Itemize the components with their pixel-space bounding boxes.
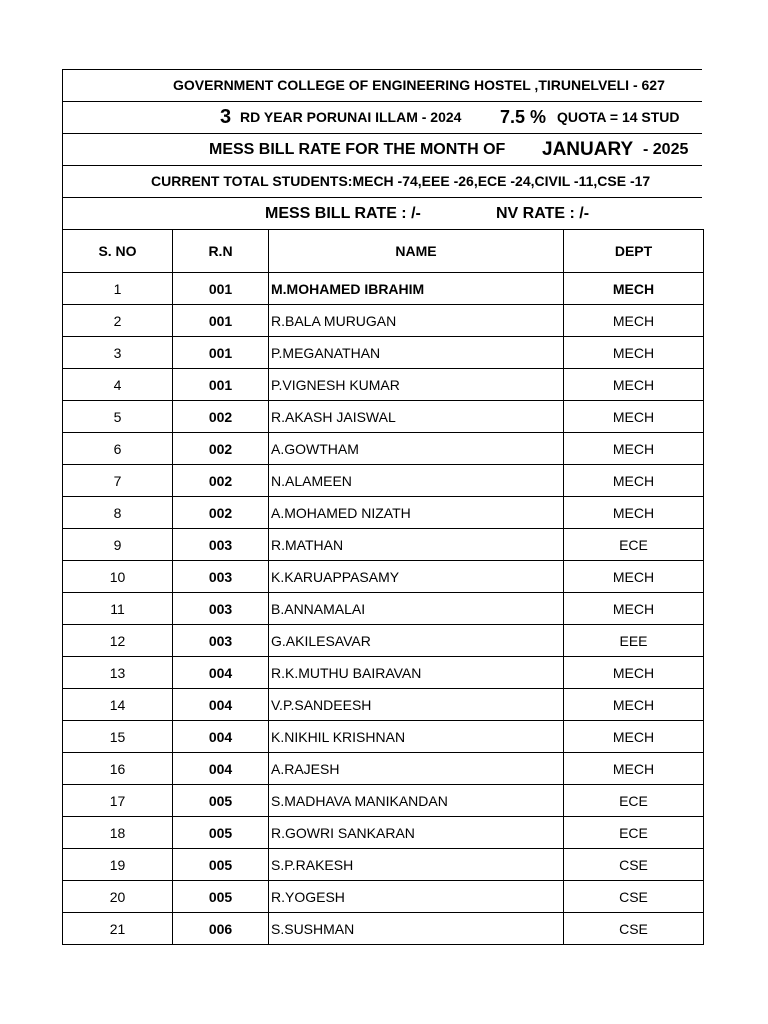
table-row [63, 273, 704, 305]
name-cell: N.ALAMEEN [269, 465, 564, 497]
sno-cell: 12 [63, 625, 173, 657]
table-row [63, 817, 704, 849]
name-cell: K.KARUAPPASAMY [269, 561, 564, 593]
name-cell: S.SUSHMAN [269, 913, 564, 945]
sno-cell: 7 [63, 465, 173, 497]
mess-bill-rate: MESS BILL RATE : /- [265, 205, 421, 222]
col-header-name: NAME [269, 230, 564, 273]
name-cell: R.BALA MURUGAN [269, 305, 564, 337]
table-row [63, 881, 704, 913]
table-row [63, 913, 704, 945]
sno-cell: 9 [63, 529, 173, 561]
dept-cell: MECH [564, 433, 704, 465]
name-cell: P.VIGNESH KUMAR [269, 369, 564, 401]
dept-cell: CSE [564, 913, 704, 945]
rn-cell: 005 [173, 881, 269, 913]
nv-rate: NV RATE : /- [496, 205, 590, 222]
table-row [63, 849, 704, 881]
table-row [63, 305, 704, 337]
college-title-row [62, 69, 702, 101]
mess-month: JANUARY [542, 139, 634, 160]
name-cell: R.K.MUTHU BAIRAVAN [269, 657, 564, 689]
name-cell: R.MATHAN [269, 529, 564, 561]
table-row [63, 657, 704, 689]
name-cell: S.P.RAKESH [269, 849, 564, 881]
sno-cell: 4 [63, 369, 173, 401]
rn-cell: 002 [173, 465, 269, 497]
table-row [63, 497, 704, 529]
sno-cell: 15 [63, 721, 173, 753]
dept-cell: MECH [564, 689, 704, 721]
name-cell: P.MEGANATHAN [269, 337, 564, 369]
rn-cell: 004 [173, 689, 269, 721]
dept-cell: MECH [564, 369, 704, 401]
table-row [63, 721, 704, 753]
dept-cell: MECH [564, 305, 704, 337]
students-table [62, 229, 704, 945]
quota-percent: 7.5 % [500, 107, 547, 127]
rn-cell: 002 [173, 497, 269, 529]
sno-cell: 2 [63, 305, 173, 337]
name-cell: G.AKILESAVAR [269, 625, 564, 657]
dept-cell: MECH [564, 561, 704, 593]
rn-cell: 005 [173, 785, 269, 817]
rn-cell: 005 [173, 849, 269, 881]
dept-cell: MECH [564, 753, 704, 785]
table-row [63, 401, 704, 433]
sno-cell: 17 [63, 785, 173, 817]
name-cell: A.GOWTHAM [269, 433, 564, 465]
rn-cell: 003 [173, 529, 269, 561]
name-cell: B.ANNAMALAI [269, 593, 564, 625]
name-cell: M.MOHAMED IBRAHIM [269, 273, 564, 305]
table-row [63, 561, 704, 593]
table-row [63, 369, 704, 401]
table-row [63, 753, 704, 785]
table-row [63, 689, 704, 721]
sno-cell: 1 [63, 273, 173, 305]
students-row [62, 165, 702, 197]
table-row [63, 433, 704, 465]
rn-cell: 004 [173, 721, 269, 753]
rn-cell: 003 [173, 625, 269, 657]
sno-cell: 14 [63, 689, 173, 721]
quota-text: QUOTA = 14 STUD [557, 109, 680, 125]
current-students: CURRENT TOTAL STUDENTS:MECH -74,EEE -26,ECE -24,CIVIL -11,CSE -17 [151, 173, 651, 189]
name-cell: K.NIKHIL KRISHNAN [269, 721, 564, 753]
rates-row [62, 197, 702, 229]
dept-cell: CSE [564, 881, 704, 913]
dept-cell: MECH [564, 657, 704, 689]
mess-bill-sheet [62, 69, 702, 945]
year-quota-row [62, 101, 702, 133]
rn-cell: 001 [173, 337, 269, 369]
sno-cell: 5 [63, 401, 173, 433]
sno-cell: 18 [63, 817, 173, 849]
dept-cell: EEE [564, 625, 704, 657]
mess-month-prefix: MESS BILL RATE FOR THE MONTH OF [209, 141, 506, 158]
rn-cell: 001 [173, 273, 269, 305]
dept-cell: MECH [564, 593, 704, 625]
rn-cell: 002 [173, 433, 269, 465]
sno-cell: 3 [63, 337, 173, 369]
sno-cell: 11 [63, 593, 173, 625]
col-header-dept: DEPT [564, 230, 704, 273]
table-header-row [63, 230, 704, 273]
dept-cell: MECH [564, 401, 704, 433]
rn-cell: 001 [173, 369, 269, 401]
name-cell: A.RAJESH [269, 753, 564, 785]
sno-cell: 6 [63, 433, 173, 465]
sno-cell: 21 [63, 913, 173, 945]
rn-cell: 004 [173, 753, 269, 785]
dept-cell: MECH [564, 337, 704, 369]
mess-year: - 2025 [643, 141, 689, 158]
rn-cell: 001 [173, 305, 269, 337]
rn-cell: 003 [173, 561, 269, 593]
dept-cell: ECE [564, 817, 704, 849]
sno-cell: 8 [63, 497, 173, 529]
table-row [63, 593, 704, 625]
name-cell: R.GOWRI SANKARAN [269, 817, 564, 849]
mess-month-row [62, 133, 702, 165]
name-cell: R.YOGESH [269, 881, 564, 913]
dept-cell: MECH [564, 465, 704, 497]
college-title: GOVERNMENT COLLEGE OF ENGINEERING HOSTEL ,TIRUNELVELI - 627 [173, 77, 665, 93]
sno-cell: 19 [63, 849, 173, 881]
name-cell: S.MADHAVA MANIKANDAN [269, 785, 564, 817]
name-cell: V.P.SANDEESH [269, 689, 564, 721]
year-text: RD YEAR PORUNAI ILLAM - 2024 [240, 109, 462, 125]
dept-cell: CSE [564, 849, 704, 881]
rn-cell: 004 [173, 657, 269, 689]
dept-cell: MECH [564, 497, 704, 529]
dept-cell: MECH [564, 273, 704, 305]
table-row [63, 625, 704, 657]
name-cell: A.MOHAMED NIZATH [269, 497, 564, 529]
dept-cell: ECE [564, 529, 704, 561]
sno-cell: 10 [63, 561, 173, 593]
table-row [63, 529, 704, 561]
year-number: 3 [220, 106, 232, 128]
sno-cell: 20 [63, 881, 173, 913]
rn-cell: 003 [173, 593, 269, 625]
sno-cell: 16 [63, 753, 173, 785]
dept-cell: MECH [564, 721, 704, 753]
col-header-rn: R.N [173, 230, 269, 273]
col-header-sno: S. NO [63, 230, 173, 273]
name-cell: R.AKASH JAISWAL [269, 401, 564, 433]
rn-cell: 005 [173, 817, 269, 849]
table-row [63, 785, 704, 817]
table-row [63, 465, 704, 497]
rn-cell: 006 [173, 913, 269, 945]
table-row [63, 337, 704, 369]
sno-cell: 13 [63, 657, 173, 689]
rn-cell: 002 [173, 401, 269, 433]
dept-cell: ECE [564, 785, 704, 817]
